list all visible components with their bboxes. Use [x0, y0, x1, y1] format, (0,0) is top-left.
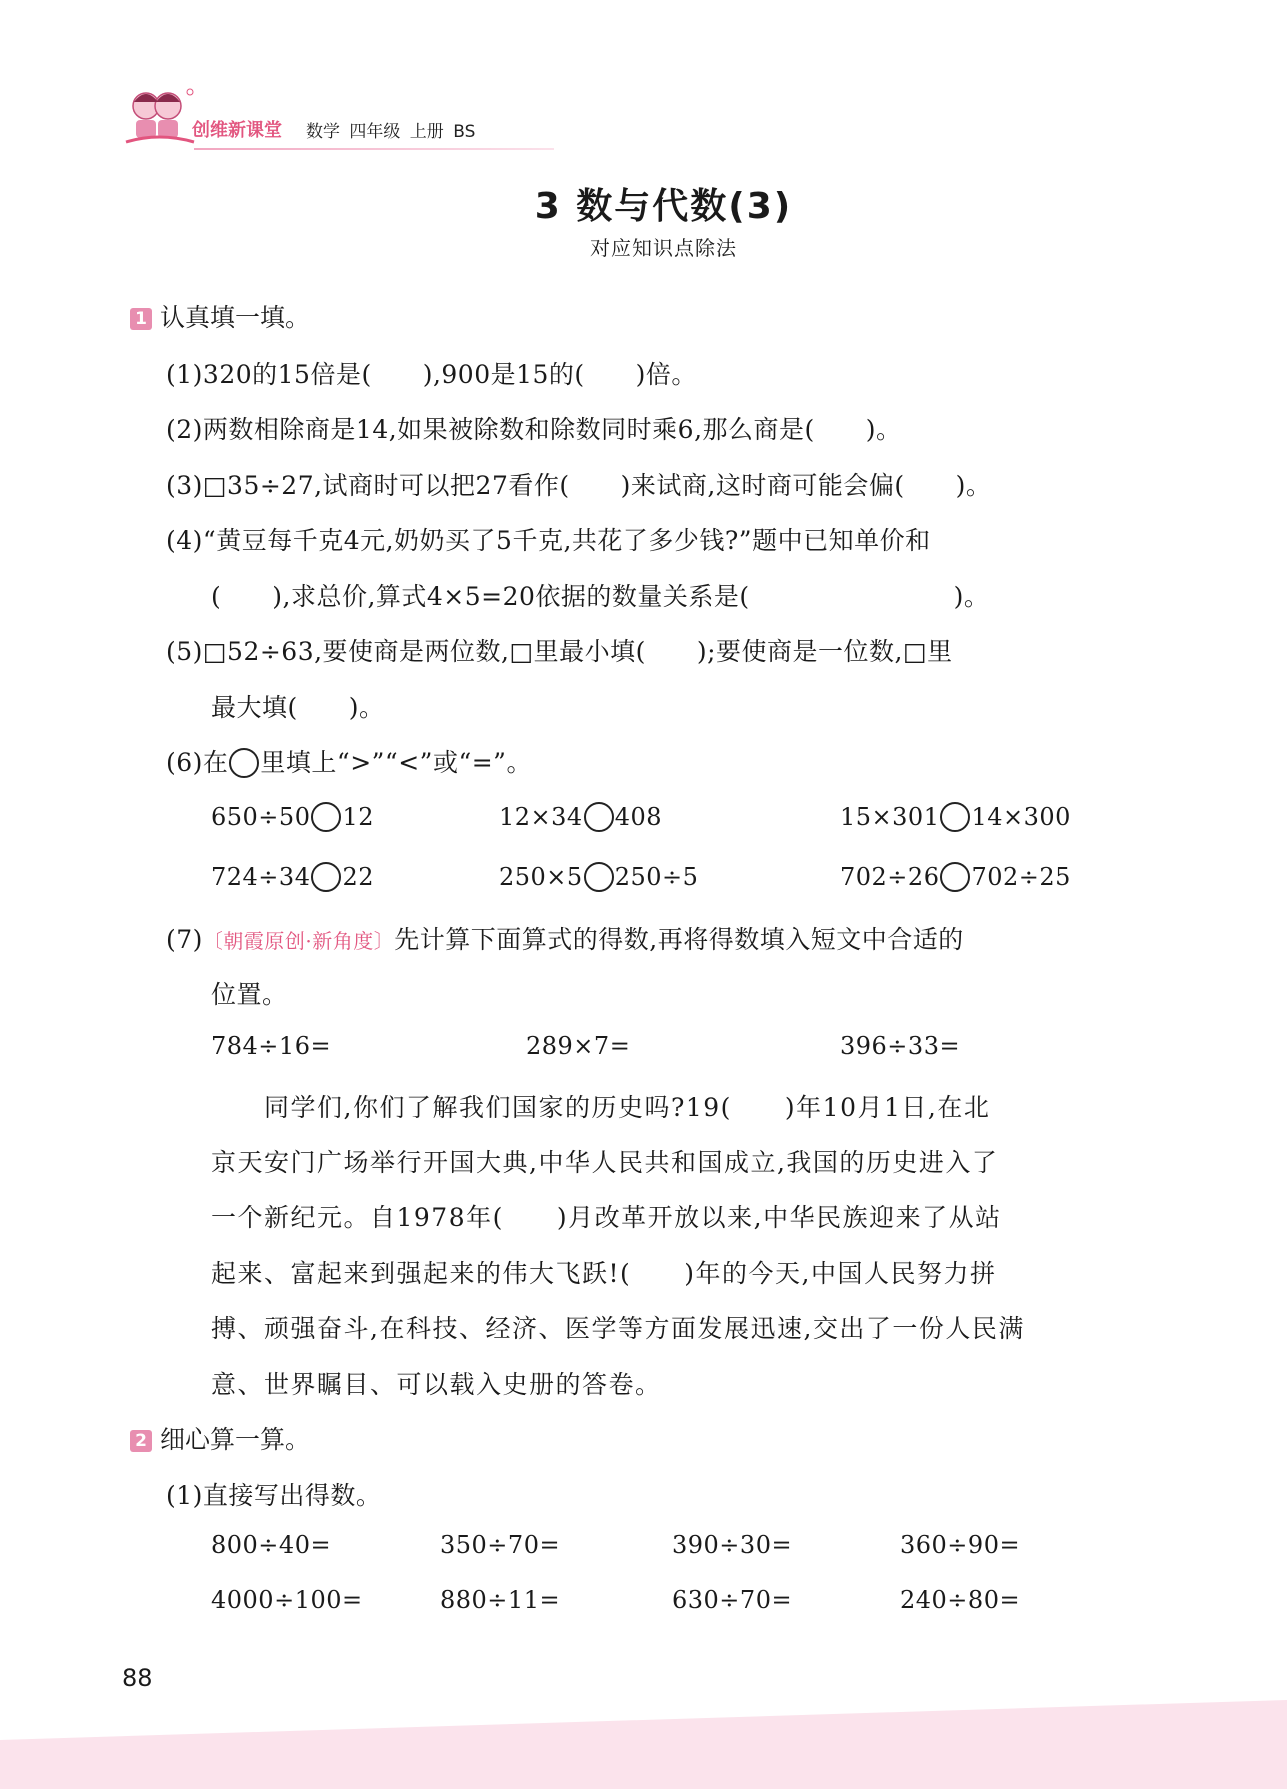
compare-item: 702÷26 702÷25: [840, 863, 1071, 891]
compare-circle[interactable]: [584, 862, 614, 892]
calc-item: 800÷40=: [211, 1531, 332, 1559]
question-1-6-prefix: (6)在: [166, 748, 229, 777]
calc-item: 350÷70=: [440, 1531, 561, 1559]
question-2-1: (1)直接写出得数。: [166, 1481, 382, 1510]
book-info: 数学 四年级 上册 BS: [306, 122, 476, 142]
compare-circle[interactable]: [940, 802, 970, 832]
question-1-7-line2: 位置。: [211, 980, 288, 1009]
section-2-label: 细心算一算。: [160, 1425, 311, 1454]
question-1-3: (3)□35÷27,试商时可以把27看作( )来试商,这时商可能会偏( )。: [166, 471, 992, 500]
compare-item: 12×34 408: [499, 803, 662, 831]
question-1-7-number: (7): [166, 925, 203, 954]
page-number: 88: [122, 1664, 153, 1692]
calc-item: 880÷11=: [440, 1586, 561, 1614]
passage-line: 意、世界瞩目、可以载入史册的答卷。: [211, 1370, 662, 1399]
page-header: [124, 84, 644, 154]
compare-circle[interactable]: [940, 862, 970, 892]
page-subtitle: 对应知识点除法: [590, 236, 737, 260]
question-1-6-suffix: 里填上“>”“<”或“=”。: [260, 748, 532, 777]
section-1-badge: 1: [130, 308, 152, 330]
question-1-4-line2: ( ),求总价,算式4×5=20依据的数量关系是( )。: [211, 582, 990, 611]
compare-circle[interactable]: [584, 802, 614, 832]
calc-item: 4000÷100=: [211, 1586, 363, 1614]
question-1-5-line1: (5)□52÷63,要使商是两位数,□里最小填( );要使商是一位数,□里: [166, 637, 953, 666]
compare-item: 724÷34 22: [211, 863, 375, 891]
question-1-6: [166, 743, 532, 779]
calc-item: 240÷80=: [900, 1586, 1021, 1614]
passage-line: 搏、顽强奋斗,在科技、经济、医学等方面发展迅速,交出了一份人民满: [211, 1314, 1025, 1343]
question-1-4-line1: (4)“黄豆每千克4元,奶奶买了5千克,共花了多少钱?”题中已知单价和: [166, 526, 931, 555]
source-tag: 〔朝霞原创·新角度〕: [202, 929, 395, 953]
passage-line: 京天安门广场举行开国大典,中华人民共和国成立,我国的历史进入了: [211, 1148, 999, 1177]
calc-item: 360÷90=: [900, 1531, 1021, 1559]
calc-item: 390÷30=: [672, 1531, 793, 1559]
equation: 396÷33=: [840, 1032, 961, 1060]
passage-line: 起来、富起来到强起来的伟大飞跃!( )年的今天,中国人民努力拼: [211, 1259, 997, 1288]
passage-line: 一个新纪元。自1978年( )月改革开放以来,中华民族迎来了从站: [211, 1203, 1002, 1232]
circle-blank-icon: [229, 748, 259, 778]
section-2-badge: 2: [130, 1430, 152, 1452]
brand-name: 创维新课堂: [192, 120, 282, 141]
calc-item: 630÷70=: [672, 1586, 793, 1614]
question-1-7: [166, 920, 964, 956]
compare-item: 650÷50 12: [211, 803, 375, 831]
compare-item: 15×301 14×300: [840, 803, 1071, 831]
passage-line: 同学们,你们了解我们国家的历史吗?19( )年10月1日,在北: [211, 1093, 991, 1122]
compare-circle[interactable]: [311, 862, 341, 892]
question-1-2: (2)两数相除商是14,如果被除数和除数同时乘6,那么商是( )。: [166, 415, 902, 444]
equation: 784÷16=: [211, 1032, 332, 1060]
compare-circle[interactable]: [311, 802, 341, 832]
compare-item: 250×5 250÷5: [499, 863, 699, 891]
question-1-1: (1)320的15倍是( ),900是15的( )倍。: [166, 360, 697, 389]
question-1-5-line2: 最大填( )。: [211, 693, 385, 722]
question-1-7-text: 先计算下面算式的得数,再将得数填入短文中合适的: [394, 925, 964, 954]
footer-decoration: [0, 1700, 1287, 1789]
section-1-heading: [130, 298, 310, 334]
section-1-label: 认真填一填。: [160, 303, 311, 332]
section-2-heading: [130, 1420, 310, 1456]
header-divider: [194, 148, 554, 150]
page-title: 3 数与代数(3): [534, 186, 793, 227]
equation: 289×7=: [526, 1032, 631, 1060]
